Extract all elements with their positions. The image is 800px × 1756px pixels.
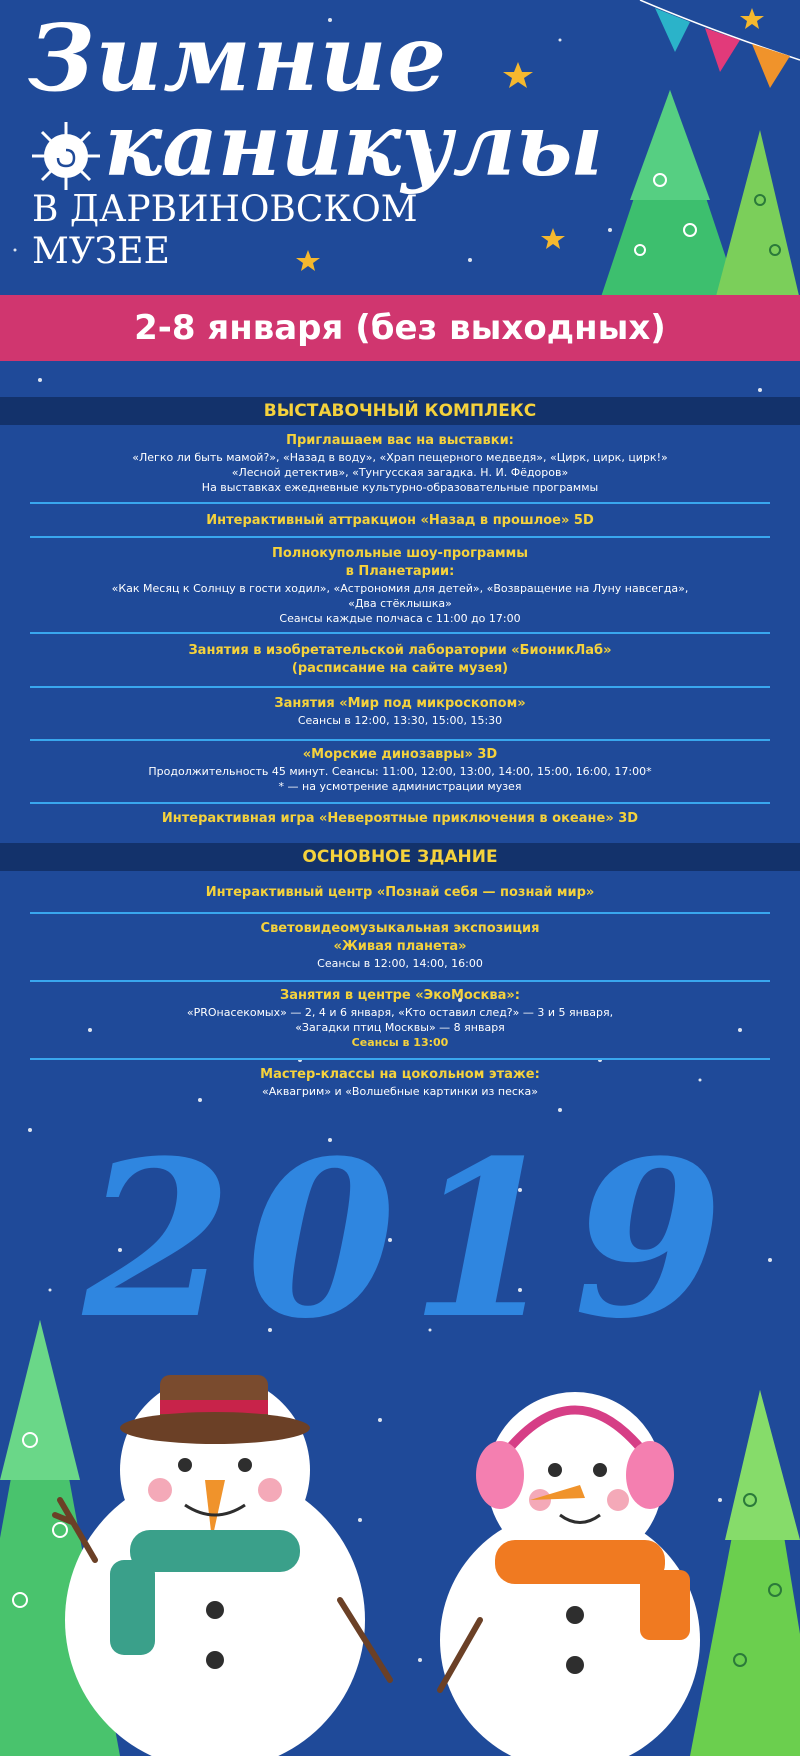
item-title: (расписание на сайте музея) — [291, 661, 509, 676]
divider — [30, 802, 770, 804]
year-text: 2019 — [82, 1113, 738, 1350]
item-line: «PROнасекомых» — 2, 4 и 6 января, «Кто оставил след?» — 3 и 5 января, — [186, 1006, 614, 1019]
program-item — [30, 884, 770, 902]
item-line: «Загадки птиц Москвы» — 8 января — [295, 1021, 505, 1034]
program-item — [30, 642, 770, 678]
item-title: «Живая планета» — [333, 939, 467, 954]
divider — [30, 739, 770, 741]
divider — [30, 1058, 770, 1060]
item-line: Сеансы в 12:00, 14:00, 16:00 — [317, 957, 483, 970]
divider — [30, 632, 770, 634]
snowman-left — [55, 1375, 390, 1756]
divider — [30, 536, 770, 538]
item-title: в Планетарии: — [345, 564, 455, 579]
item-line: Сеансы каждые полчаса с 11:00 до 17:00 — [279, 612, 521, 625]
item-line: «Два стёклышка» — [348, 597, 452, 610]
divider — [30, 912, 770, 914]
program-item — [30, 695, 770, 728]
item-line: «Легко ли быть мамой?», «Назад в воду», «Храп пещерного медведя», «Цирк, цирк, цирк!» — [132, 451, 668, 464]
tree-bottom-right — [690, 1390, 800, 1756]
item-line: «Аквагрим» и «Волшебные картинки из песка» — [261, 1085, 539, 1098]
date-banner — [0, 295, 800, 361]
tree-top-right — [600, 90, 800, 300]
program-item — [30, 545, 770, 626]
program-item — [30, 432, 770, 495]
item-line: * — на усмотрение администрации музея — [278, 780, 522, 793]
snowman-right — [440, 1392, 700, 1756]
item-line: На выставках ежедневные культурно-образовательные программы — [201, 481, 599, 494]
item-line: Продолжительность 45 минут. Сеансы: 11:00, 12:00, 13:00, 14:00, 15:00, 16:00, 17:00* — [148, 765, 652, 778]
item-title: Полнокупольные шоу-программы — [272, 546, 528, 561]
title-line-2: каникулы — [104, 95, 604, 196]
item-title: Интерактивный центр «Познай себя — познай мир» — [205, 885, 595, 900]
divider — [30, 686, 770, 688]
program-item — [30, 512, 770, 530]
item-title: Занятия в центре «ЭкоМосква»: — [280, 988, 520, 1003]
item-title: «Морские динозавры» 3D — [302, 747, 498, 762]
program-item — [30, 810, 770, 828]
divider — [30, 502, 770, 504]
item-title: Интерактивная игра «Невероятные приключения в океане» 3D — [161, 811, 639, 826]
item-title: Приглашаем вас на выставки: — [286, 433, 514, 448]
item-title: Занятия в изобретательской лаборатории «БионикЛаб» — [188, 643, 612, 658]
item-line: «Лесной детектив», «Тунгусская загадка. Н. И. Фёдоров» — [231, 466, 569, 479]
program-item — [30, 746, 770, 794]
item-highlight: Сеансы в 13:00 — [351, 1036, 449, 1049]
program-item — [30, 920, 770, 971]
item-title: Занятия «Мир под микроскопом» — [274, 696, 526, 711]
section-title: ОСНОВНОЕ ЗДАНИЕ — [302, 847, 498, 867]
bunting — [640, 0, 800, 88]
divider — [30, 980, 770, 982]
title-line-4: МУЗЕЕ — [32, 231, 170, 272]
title-line-3: В ДАРВИНОВСКОМ — [32, 189, 418, 230]
program-item — [30, 1066, 770, 1099]
snowflake-icon — [30, 120, 102, 192]
program-item — [30, 987, 770, 1050]
item-line: «Как Месяц к Солнцу в гости ходил», «Астрономия для детей», «Возвращение на Луну навсегда», — [111, 582, 689, 595]
item-line: Сеансы в 12:00, 13:30, 15:00, 15:30 — [297, 714, 503, 727]
section-main-building — [0, 843, 800, 871]
item-title: Световидеомузыкальная экспозиция — [260, 921, 540, 936]
section-title: ВЫСТАВОЧНЫЙ КОМПЛЕКС — [263, 401, 537, 421]
item-title: Интерактивный аттракцион «Назад в прошлое» 5D — [206, 513, 594, 528]
title-line-1: Зимние — [28, 4, 448, 112]
date-text: 2-8 января (без выходных) — [134, 308, 666, 348]
section-exhibition — [0, 397, 800, 425]
year-graphic — [0, 1110, 800, 1350]
item-title: Мастер-классы на цокольном этаже: — [260, 1067, 540, 1082]
